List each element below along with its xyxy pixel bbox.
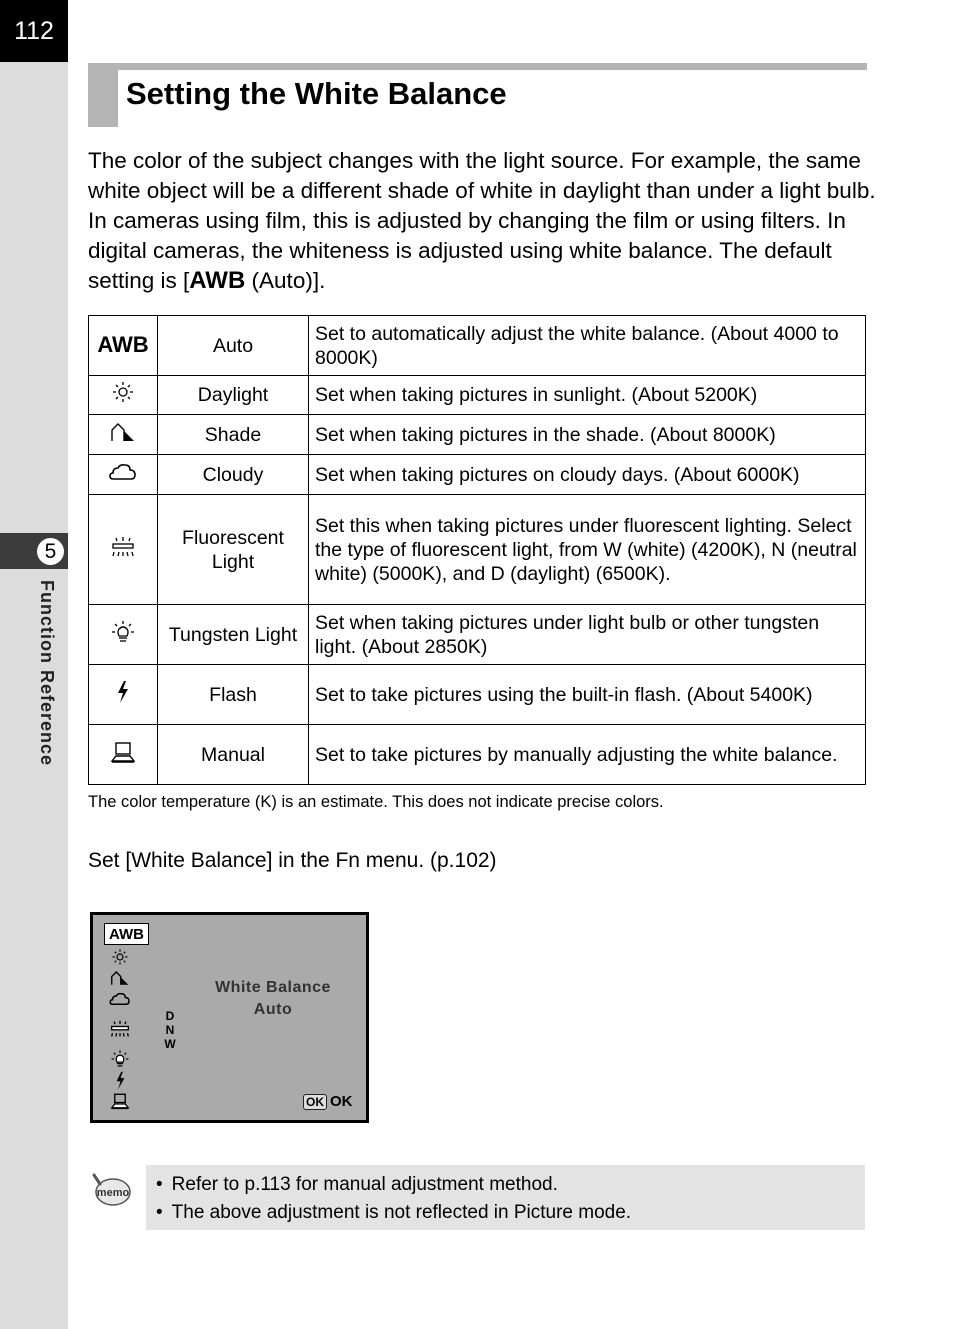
shade-icon	[109, 420, 137, 444]
screen-label	[193, 977, 353, 1021]
mode-description: Set to take pictures by manually adjusting the white balance.	[309, 725, 866, 785]
shade-option[interactable]	[105, 968, 135, 988]
table-row	[89, 376, 866, 415]
memo-box	[146, 1165, 865, 1230]
tungsten-option[interactable]	[105, 1049, 135, 1069]
memo-icon	[90, 1172, 132, 1208]
mode-description: Set to take pictures using the built-in flash. (About 5400K)	[309, 665, 866, 725]
chapter-number: 5	[37, 538, 64, 565]
mode-description: Set when taking pictures on cloudy days. (About 6000K)	[309, 455, 866, 495]
flash-option[interactable]	[105, 1070, 135, 1090]
page-title: Setting the White Balance	[126, 76, 507, 111]
awb-icon	[89, 316, 158, 376]
fluorescent-type-n: N	[165, 1023, 175, 1037]
flash-icon	[114, 1071, 127, 1090]
table-row	[89, 455, 866, 495]
daylight-icon	[111, 380, 135, 404]
awb-icon-label: AWB	[97, 332, 149, 357]
mode-description: Set when taking pictures under light bulb or other tungsten light. (About 2850K)	[309, 605, 866, 665]
ok-label: OK	[330, 1093, 353, 1110]
fluorescent-type-list[interactable]	[163, 1009, 177, 1051]
manual-icon	[109, 740, 137, 764]
fluorescent-type-d: D	[165, 1009, 175, 1023]
mode-description: Set when taking pictures in the shade. (About 8000K)	[309, 415, 866, 455]
fluorescent-icon	[109, 1019, 131, 1039]
intro-suffix: (Auto)].	[245, 268, 326, 293]
table-row	[89, 605, 866, 665]
memo-list	[146, 1165, 865, 1227]
shade-icon	[109, 969, 131, 987]
table-row	[89, 665, 866, 725]
table-note: The color temperature (K) is an estimate. This does not indicate precise colors.	[88, 793, 664, 811]
white-balance-table	[88, 315, 866, 785]
fluorescent-type-w: W	[164, 1037, 176, 1051]
mode-name: Manual	[158, 725, 309, 785]
tungsten-icon	[110, 1049, 130, 1069]
ok-button-icon: OK	[303, 1094, 327, 1110]
screen-label-title: White Balance	[215, 979, 331, 996]
mode-name: Fluorescent Light	[158, 495, 309, 605]
awb-inline-icon: AWB	[189, 267, 246, 294]
manual-option[interactable]	[105, 1091, 135, 1111]
mode-description: Set when taking pictures in sunlight. (About 5200K)	[309, 376, 866, 415]
daylight-option[interactable]	[105, 947, 135, 967]
mode-name: Tungsten Light	[158, 605, 309, 665]
title-block	[88, 63, 118, 127]
memo-item: • Refer to p.113 for manual adjustment method.	[156, 1171, 865, 1199]
intro-text: The color of the subject changes with the light source. For example, the same white object will be a different shade of white in daylight than under a light bulb. In cameras using film, this is adjusted by changing the film or using filters. In digital cameras, the whiteness is adjusted using white balance. The default setting is [	[88, 148, 876, 293]
table-row	[89, 725, 866, 785]
daylight-icon	[111, 948, 129, 966]
fluorescent-option[interactable]	[105, 1019, 135, 1039]
memo-item: • The above adjustment is not reflected in Picture mode.	[156, 1199, 865, 1227]
screen-label-value: Auto	[253, 1001, 293, 1018]
camera-screen-display	[93, 915, 366, 1120]
page-number: 112	[0, 0, 68, 62]
fluorescent-icon	[110, 535, 136, 559]
title-bar	[88, 63, 867, 70]
mode-name: Auto	[158, 316, 309, 376]
mode-name: Flash	[158, 665, 309, 725]
cloudy-icon	[108, 460, 138, 484]
camera-screen	[90, 912, 369, 1123]
table-row	[89, 316, 866, 376]
cloudy-option[interactable]	[105, 989, 135, 1009]
cloudy-icon	[108, 990, 132, 1008]
mode-name: Cloudy	[158, 455, 309, 495]
intro-paragraph	[88, 146, 878, 296]
table-row	[89, 415, 866, 455]
ok-button[interactable]	[303, 1093, 353, 1110]
mode-description: Set to automatically adjust the white balance. (About 4000 to 8000K)	[309, 316, 866, 376]
tungsten-icon	[110, 619, 136, 645]
sidebar	[0, 0, 68, 1329]
flash-icon	[115, 680, 131, 704]
mode-name: Shade	[158, 415, 309, 455]
step-instruction: Set [White Balance] in the Fn menu. (p.102)	[88, 849, 497, 872]
awb-option-selected[interactable]: AWB	[104, 923, 149, 945]
mode-name: Daylight	[158, 376, 309, 415]
svg-text:memo: memo	[96, 1187, 130, 1199]
manual-icon	[109, 1092, 131, 1110]
chapter-title: Function Reference	[37, 580, 57, 767]
table-row	[89, 495, 866, 605]
mode-description: Set this when taking pictures under fluorescent lighting. Select the type of fluorescent light, from W (white) (4200K), N (neutral white) (5000K), and D (daylight) (6500K).	[309, 495, 866, 605]
